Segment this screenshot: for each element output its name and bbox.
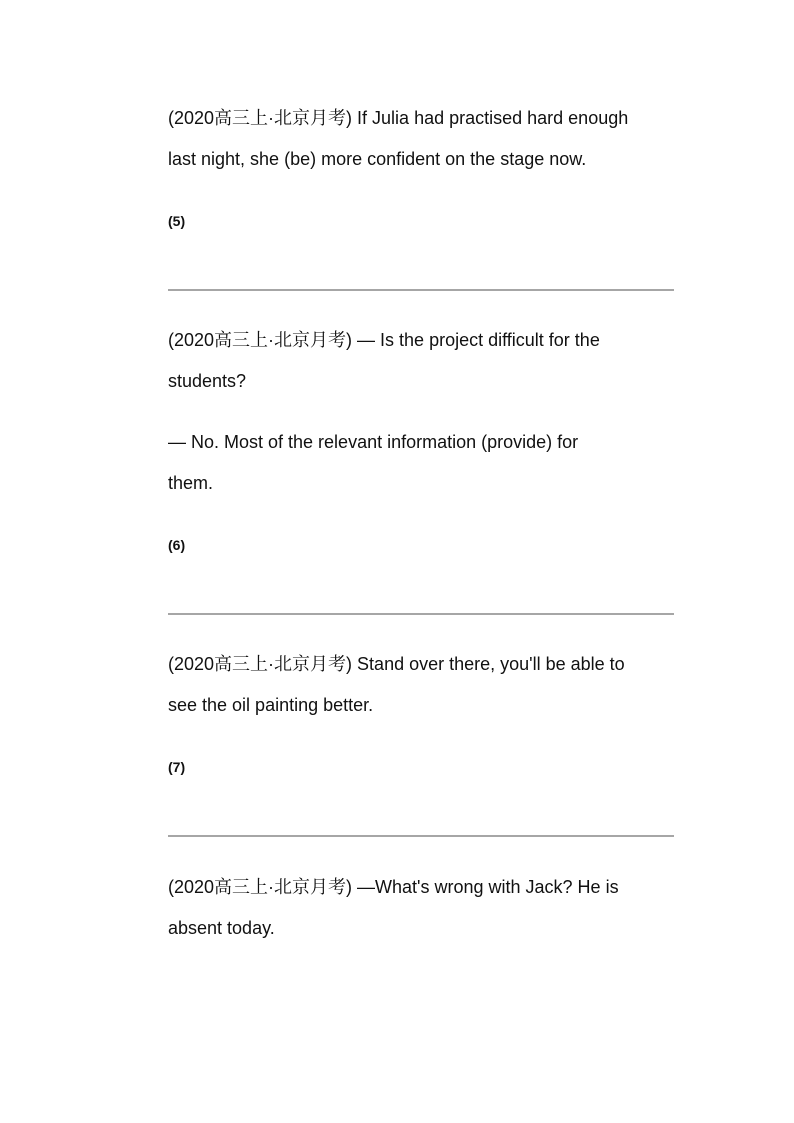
question-stem: Stand over there, you'll be able to bbox=[357, 654, 625, 674]
question-source: (2020高三上·北京月考) bbox=[168, 330, 353, 350]
question-stem: — Is the project difficult for the bbox=[357, 330, 600, 350]
question-number: (6) bbox=[168, 537, 186, 553]
question-text bbox=[168, 320, 674, 402]
dialogue-reply-line-continued: them. bbox=[168, 473, 214, 493]
worksheet-page bbox=[168, 0, 674, 1123]
question-text bbox=[168, 867, 674, 949]
question-stem-continued: see the oil painting better. bbox=[168, 695, 374, 715]
answer-divider bbox=[168, 835, 674, 837]
question-stem: —What's wrong with Jack? He is bbox=[357, 877, 619, 897]
question-number: (7) bbox=[168, 759, 186, 775]
question-source: (2020高三上·北京月考) bbox=[168, 108, 353, 128]
question-stem: If Julia had practised hard enough bbox=[357, 108, 629, 128]
question-stem-continued: absent today. bbox=[168, 918, 275, 938]
question-text bbox=[168, 644, 674, 726]
answer-divider bbox=[168, 613, 674, 615]
question-number: (5) bbox=[168, 213, 186, 229]
question-source: (2020高三上·北京月考) bbox=[168, 654, 353, 674]
answer-divider bbox=[168, 289, 674, 291]
dialogue-reply-line: — No. Most of the relevant information (provide) for bbox=[168, 432, 579, 452]
dialogue-reply bbox=[168, 422, 674, 504]
question-stem-continued: last night, she (be) more confident on the stage now. bbox=[168, 149, 587, 169]
question-stem-continued: students? bbox=[168, 371, 247, 391]
question-source: (2020高三上·北京月考) bbox=[168, 877, 353, 897]
question-text bbox=[168, 98, 674, 180]
